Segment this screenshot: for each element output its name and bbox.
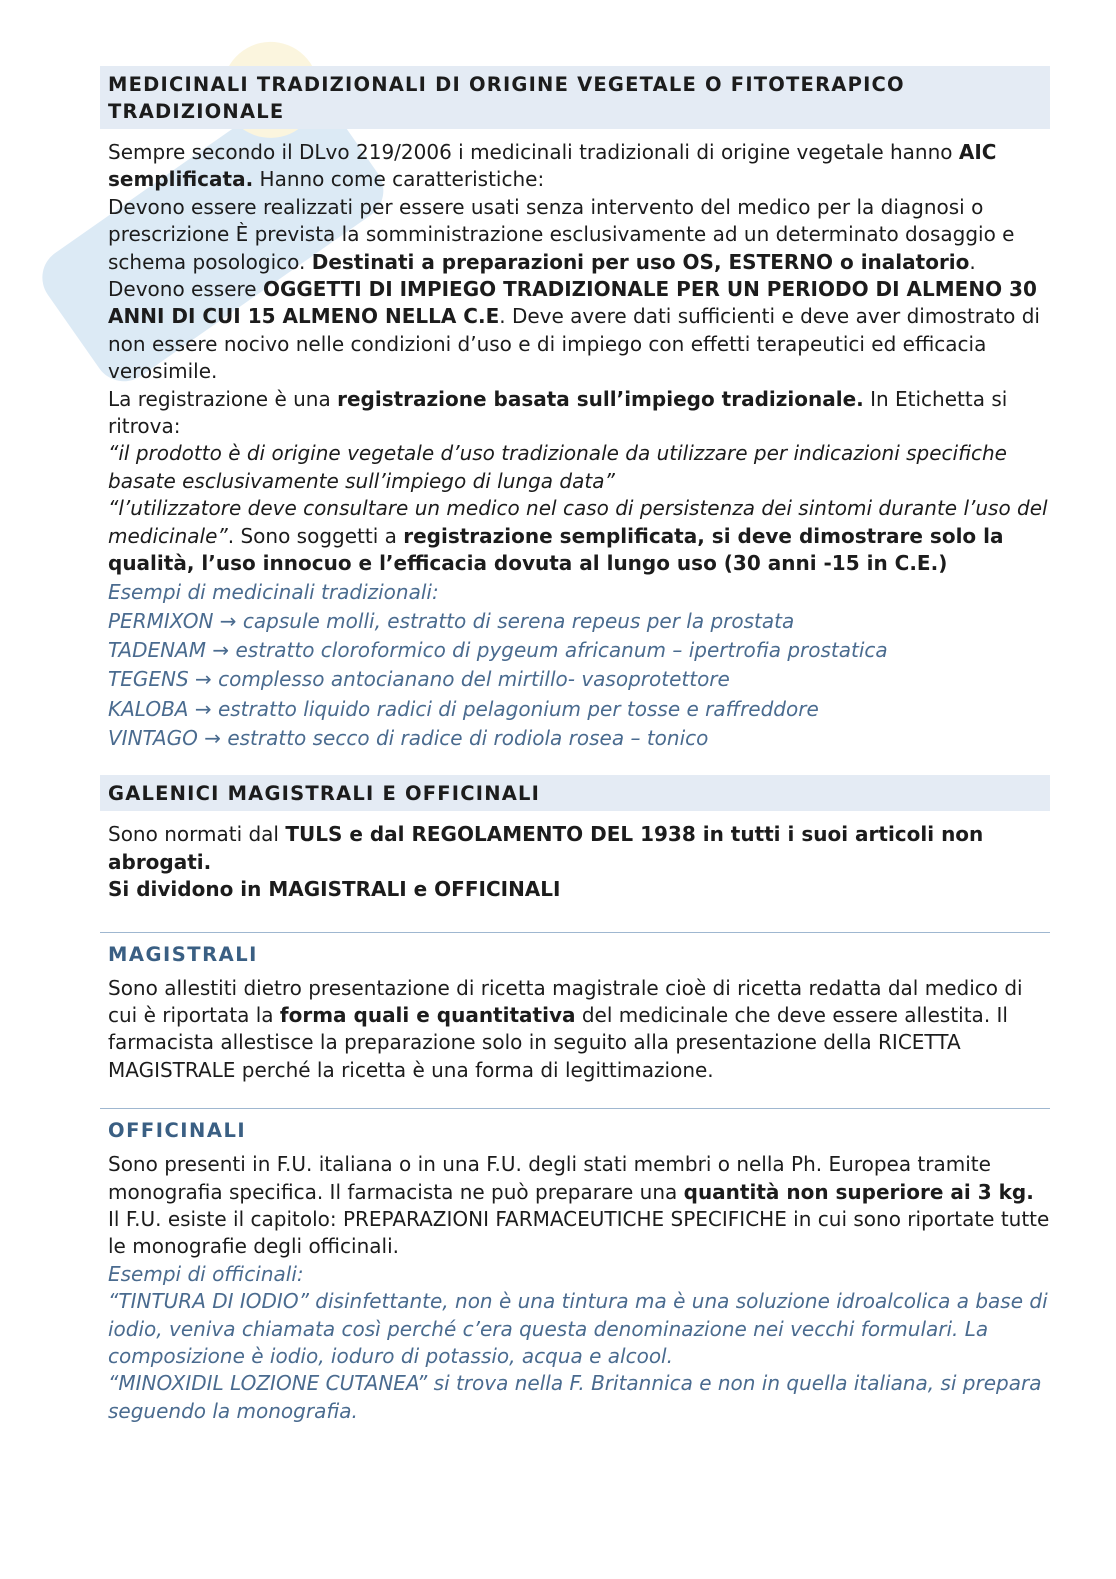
list-item: VINTAGO → estratto secco di radice di rodiola rosea – tonico [108, 725, 709, 750]
paragraph: La registrazione è una registrazione basata sull’impiego tradizionale. In Etichetta si ritrova: [108, 386, 1008, 439]
examples-list [108, 578, 1050, 754]
paragraph: Devono essere realizzati per essere usati senza intervento del medico per la diagnosi o prescrizione È prevista la somministrazione esclusivamente ad un determinato dosaggio e schema posologico. Destinati a preparazioni per uso OS, ESTERNO o inalatorio. [108, 194, 1015, 274]
label-quote: “il prodotto è di origine vegetale d’uso tradizionale da utilizzare per indicazioni specifiche basate esclusivamente sull’impiego di lunga data” [108, 441, 1007, 493]
example-minoxidil: “MINOXIDIL LOZIONE CUTANEA” si trova nella F. Britannica e non in quella italiana, si prepara seguendo la monografia. [108, 1371, 1042, 1423]
paragraph: Sono normati dal TULS e dal REGOLAMENTO DEL 1938 in tutti i suoi articoli non abrogati. [108, 822, 984, 874]
subheading-officinali: OFFICINALI [100, 1108, 1050, 1145]
paragraph: Sempre secondo il DLvo 219/2006 i medicinali tradizionali di origine vegetale hanno AIC semplificata. Hanno come caratteristiche: [108, 140, 997, 192]
list-item: TEGENS → complesso antocianano del mirtillo- vasoprotettore [108, 667, 730, 692]
section-body-officinali [100, 1151, 1050, 1425]
paragraph: Sono allestiti dietro presentazione di ricetta magistrale cioè di ricetta redatta dal medico di cui è riportata la forma quali e quantitativa del medicinale che deve essere allestita. Il farmacista allestisce la preparazione solo in seguito alla presentazione della RICETTA MAGISTRALE perché la ricetta è una forma di legittimazione. [108, 975, 1023, 1082]
paragraph: Si dividono in MAGISTRALI e OFFICINALI [108, 877, 561, 902]
list-item: TADENAM → estratto cloroformico di pygeum africanum – ipertrofia prostatica [108, 638, 888, 663]
paragraph: Sono presenti in F.U. italiana o in una F.U. degli stati membri o nella Ph. Europea tramite monografia specifica. Il farmacista ne può preparare una quantità non superiore ai 3 kg. Il F.U. esiste il capitolo: PREPARAZIONI FARMACEUTICHE SPECIFICHE in cui sono riportate tutte le monografie degli officinali. [108, 1152, 1050, 1259]
document-page [100, 66, 1050, 1425]
example-tintura-iodio: “TINTURA DI IODIO” disinfettante, non è una tintura ma è una soluzione idroalcolica a base di iodio, veniva chiamata così perché c’era questa denominazione nei vecchi formulari. La composizione è iodio, ioduro di potassio, acqua e alcool. [108, 1289, 1048, 1368]
paragraph: “l’utilizzatore deve consultare un medico nel caso di persistenza dei sintomi durante l’uso del medicinale”. Sono soggetti a registrazione semplificata, si deve dimostrare solo la qualità, l’uso innocuo e l’efficacia dovuta al lungo uso (30 anni -15 in C.E.) [108, 496, 1048, 576]
paragraph: Devono essere OGGETTI DI IMPIEGO TRADIZIONALE PER UN PERIODO DI ALMENO 30 ANNI DI CUI 15 ALMENO NELLA C.E. Deve avere dati sufficienti e deve aver dimostrato di non essere nocivo nelle condizioni d’uso e di impiego con effetti terapeutici ed efficacia verosimile. [108, 277, 1040, 384]
section-heading-galenici: GALENICI MAGISTRALI E OFFICINALI [100, 775, 1050, 811]
list-item: KALOBA → estratto liquido radici di pelagonium per tosse e raffreddore [108, 696, 819, 721]
section-body-magistrali [100, 975, 1050, 1085]
subheading-magistrali: MAGISTRALI [100, 932, 1050, 969]
section-body-medicinali-tradizionali [100, 139, 1050, 753]
examples-title: Esempi di medicinali tradizionali: [108, 579, 439, 604]
examples-title: Esempi di officinali: [108, 1261, 304, 1286]
section-body-galenici [100, 821, 1050, 903]
section-heading-medicinali-tradizionali: MEDICINALI TRADIZIONALI DI ORIGINE VEGETALE O FITOTERAPICO TRADIZIONALE [100, 66, 1050, 129]
list-item: PERMIXON → capsule molli, estratto di serena repeus per la prostata [108, 608, 795, 633]
